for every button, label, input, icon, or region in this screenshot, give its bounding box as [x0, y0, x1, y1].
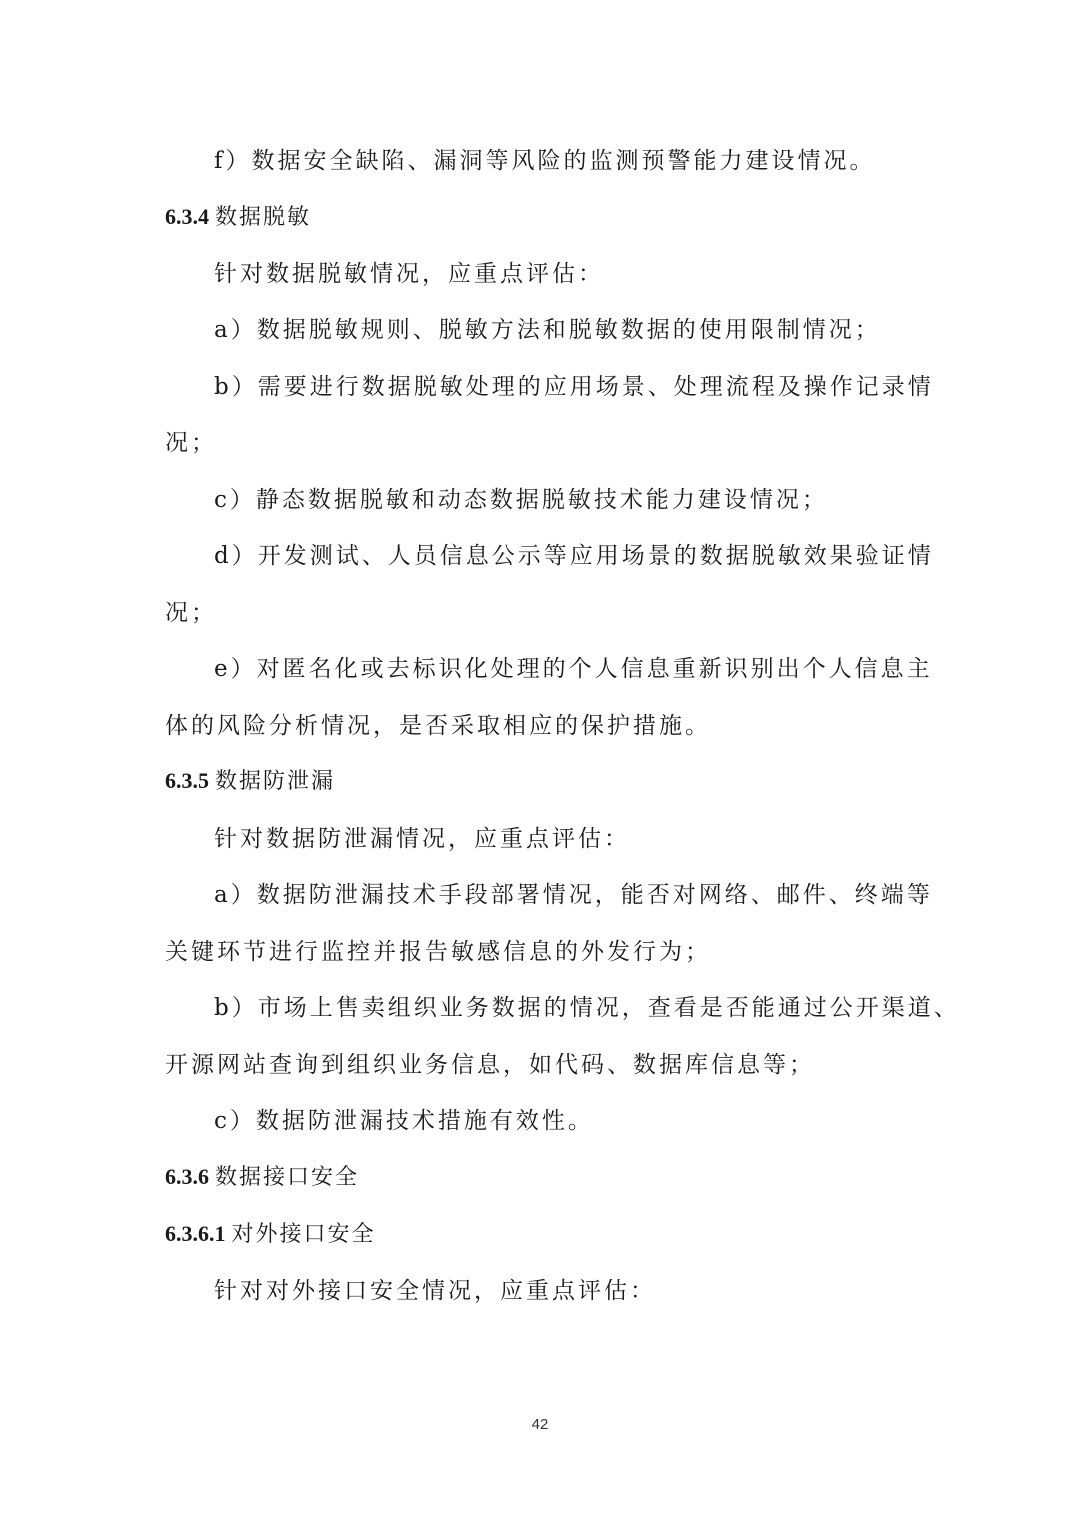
paragraph-intro: 针对对外接口安全情况，应重点评估： [214, 1278, 656, 1304]
section-number: 6.3.6.1 [165, 1221, 226, 1246]
paragraph-item-a: a）数据防泄漏技术手段部署情况，能否对网络、邮件、终端等 [214, 882, 933, 908]
paragraph-item-a-continued: 关键环节进行监控并报告敏感信息的外发行为； [165, 939, 711, 965]
paragraph-item-e: e）对匿名化或去标识化处理的个人信息重新识别出个人信息主 [214, 656, 933, 682]
paragraph-item-a: a）数据脱敏规则、脱敏方法和脱敏数据的使用限制情况； [214, 317, 881, 343]
paragraph-intro: 针对数据脱敏情况，应重点评估： [214, 261, 604, 287]
section-heading-6-3-6-1 [165, 1219, 376, 1250]
page-number: 42 [531, 1416, 549, 1433]
paragraph-item-b: b）需要进行数据脱敏处理的应用场景、处理流程及操作记录情 [214, 374, 934, 400]
section-heading-6-3-4 [165, 202, 311, 233]
section-title: 数据脱敏 [215, 205, 312, 230]
paragraph-item-b: b）市场上售卖组织业务数据的情况，查看是否能通过公开渠道、 [214, 995, 960, 1021]
section-number: 6.3.5 [165, 768, 209, 793]
section-heading-6-3-6 [165, 1162, 359, 1193]
paragraph-item-d: d）开发测试、人员信息公示等应用场景的数据脱敏效果验证情 [214, 543, 934, 569]
paragraph-intro: 针对数据防泄漏情况，应重点评估： [214, 826, 630, 852]
section-number: 6.3.6 [165, 1164, 209, 1189]
paragraph-item-c: c）数据防泄漏技术措施有效性。 [214, 1108, 594, 1134]
section-heading-6-3-5 [165, 766, 335, 797]
paragraph-item-e-continued: 体的风险分析情况，是否采取相应的保护措施。 [165, 713, 711, 739]
section-title: 数据接口安全 [215, 1165, 360, 1190]
paragraph-item-b-continued: 开源网站查询到组织业务信息，如代码、数据库信息等； [165, 1052, 815, 1078]
paragraph-item-f: f）数据安全缺陷、漏洞等风险的监测预警能力建设情况。 [214, 148, 876, 174]
section-title: 对外接口安全 [231, 1222, 376, 1247]
section-number: 6.3.4 [165, 204, 209, 229]
section-title: 数据防泄漏 [215, 769, 336, 794]
paragraph-item-b-continued: 况； [165, 430, 217, 456]
paragraph-item-d-continued: 况； [165, 600, 217, 626]
paragraph-item-c: c）静态数据脱敏和动态数据脱敏技术能力建设情况； [214, 487, 828, 513]
